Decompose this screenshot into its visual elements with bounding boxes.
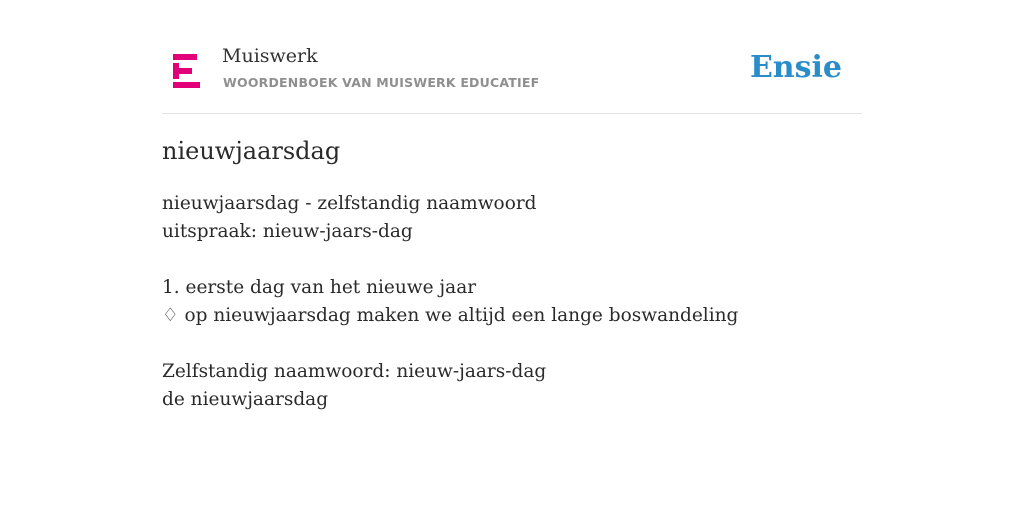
article-line: de nieuwjaarsdag	[162, 389, 329, 410]
spacer	[162, 246, 738, 274]
definition-body	[162, 190, 738, 414]
header	[162, 0, 862, 114]
spacer	[162, 330, 738, 358]
noun-syllables-line: Zelfstandig naamwoord: nieuw-jaars-dag	[162, 361, 547, 382]
brand-name[interactable]: Muiswerk	[222, 45, 318, 67]
brand-subtitle: WOORDENBOEK VAN MUISWERK EDUCATIEF	[223, 75, 540, 90]
muiswerk-logo-icon[interactable]	[173, 54, 200, 88]
page-title: nieuwjaarsdag	[162, 137, 341, 165]
example-line: ♢ op nieuwjaarsdag maken we altijd een lange boswandeling	[162, 305, 739, 326]
pronunciation-line: uitspraak: nieuw-jaars-dag	[162, 221, 413, 242]
ensie-logo[interactable]: Ensie	[749, 50, 842, 85]
meaning-line: 1. eerste dag van het nieuwe jaar	[162, 277, 477, 298]
word-class-line: nieuwjaarsdag - zelfstandig naamwoord	[162, 193, 537, 214]
page	[162, 0, 862, 410]
